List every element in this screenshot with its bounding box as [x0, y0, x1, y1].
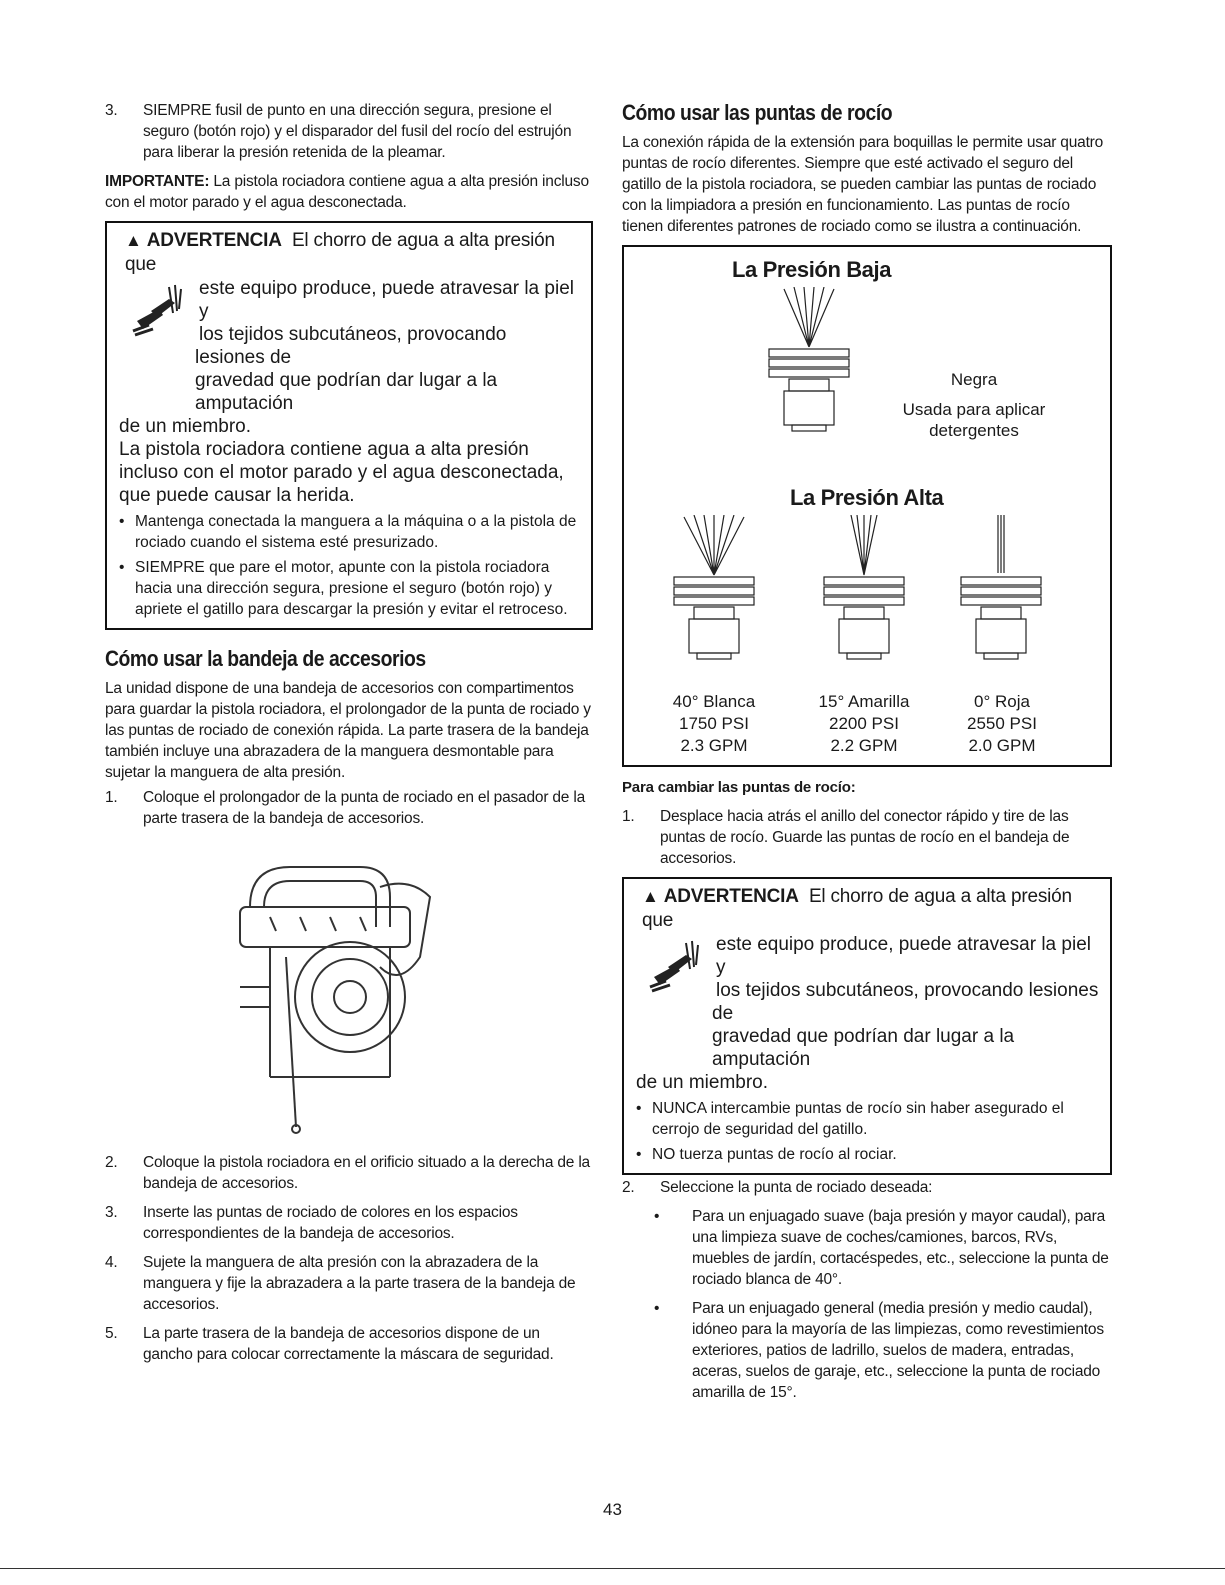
warning-label: ADVERTENCIA	[663, 886, 799, 907]
warning-bullet: • NO tuerza puntas de rocío al rociar.	[636, 1146, 897, 1163]
warning-paragraph: La pistola rociadora contiene agua a alta presión incluso con el motor parado y el agua desconectada, que puede causar la herida.	[119, 439, 564, 506]
low-tip-use: detergentes	[929, 421, 1019, 440]
warning-line: los tejidos subcutáneos, provocando lesiones de	[712, 980, 1099, 1024]
warning-box-2	[622, 877, 1112, 1175]
tip-0-psi: 2550 PSI	[967, 714, 1037, 733]
step-number: 3.	[105, 102, 118, 119]
change-tips-heading: Para cambiar las puntas de rocío:	[622, 779, 856, 796]
step-text: Seleccione la punta de rociado deseada:	[660, 1179, 933, 1196]
step-number: 2.	[105, 1154, 118, 1171]
section-heading-accessory-tray: Cómo usar la bandeja de accesorios	[105, 646, 426, 671]
step-number: 4.	[105, 1254, 118, 1271]
spray-tips-diagram	[622, 245, 1112, 767]
tip-selection-list	[654, 1206, 1112, 1403]
warning-bullet-text: NUNCA intercambie puntas de rocío sin haber asegurado el cerrojo de seguridad del gatillo.	[652, 1100, 1064, 1138]
step-4	[105, 1252, 593, 1315]
warning-lead: El chorro de agua a alta presión que	[642, 886, 1072, 931]
warning-header	[642, 885, 1100, 933]
warning-triangle-icon: ▲	[642, 887, 659, 906]
spray-tips-intro: La conexión rápida de la extensión para boquillas le permite usar quatro puntas de rocío diferentes. Siempre que esté activado el seguro del gatillo de la pistola rociadora, se pueden cambiar las puntas de rociado con la limpiadora a presión en funcionamiento. Las puntas de rocío tienen diferentes patrones de rociado como se ilustra a continuación.	[622, 134, 1104, 235]
warning-line: este equipo produce, puede atravesar la piel y	[716, 934, 1091, 978]
tip-0-icon	[946, 515, 1056, 695]
step-text: Desplace hacia atrás el anillo del conector rápido y tire de las puntas de rocío. Guarde las puntas de rocío en el bandeja de accesorios.	[660, 808, 1070, 867]
step-number: 2.	[622, 1179, 635, 1196]
left-column	[105, 100, 593, 1373]
step-1	[105, 787, 593, 829]
step-text: SIEMPRE fusil de punto en una dirección segura, presione el seguro (botón rojo) y el disparador del fusil del rocío del estrujón para liberar la presión retenida de la pleamar.	[143, 102, 572, 161]
warning-line: gravedad que podrían dar lugar a la amputación	[195, 370, 498, 414]
warning-bullet-text: SIEMPRE que pare el motor, apunte con la pistola rociadora hacia una dirección segura, presione el seguro (botón rojo) y apriete el gatillo para descargar la presión y evitar el retroceso.	[135, 559, 568, 618]
hand-injection-icon	[646, 937, 710, 997]
tip-15-name: 15° Amarilla	[818, 692, 910, 711]
step-3	[105, 100, 593, 163]
step-text: Coloque el prolongador de la punta de rociado en el pasador de la parte trasera de la bandeja de accesorios.	[143, 789, 586, 827]
bottom-rule	[0, 1568, 1225, 1569]
tip-0-gpm: 2.0 GPM	[968, 736, 1036, 755]
low-tip-name: Negra	[950, 370, 998, 389]
step-number: 1.	[622, 808, 635, 825]
low-tip-use: Usada para aplicar	[902, 400, 1046, 419]
warning-line: gravedad que podrían dar lugar a la amputación	[712, 1026, 1015, 1070]
list-item: • Para un enjuagado general (media presión y medio caudal), idóneo para la mayoría de las limpiezas, como revestimientos exteriores, patios de ladrillo, suelos de madera, entradas, aceras, suelos de garaje, etc., seleccione la punta de rociado amarilla de 15°.	[654, 1298, 1112, 1403]
tip-15-gpm: 2.2 GPM	[830, 736, 898, 755]
tip-40-icon	[659, 515, 769, 695]
warning-box-1	[105, 221, 593, 630]
tip-40-name: 40° Blanca	[672, 692, 756, 711]
section-heading-spray-tips: Cómo usar las puntas de rocío	[622, 100, 893, 125]
step-2	[105, 1152, 593, 1194]
change-step-2	[622, 1177, 1112, 1198]
warning-bullet: • NUNCA intercambie puntas de rocío sin haber asegurado el cerrojo de seguridad del gatillo.	[636, 1098, 1100, 1140]
tip-0-name: 0° Roja	[974, 692, 1030, 711]
low-pressure-title: La Presión Baja	[732, 257, 892, 282]
warning-header	[125, 229, 581, 277]
warning-lead: El chorro de agua a alta presión que	[125, 230, 555, 275]
list-item-text: Para un enjuagado suave (baja presión y mayor caudal), para una limpieza suave de coches/camiones, barcos, RVs, muebles de jardín, cortacéspedes, etc., seleccione la punta de rociado blanca de 40°.	[692, 1208, 1109, 1288]
change-step-1	[622, 806, 1112, 869]
accessory-tray-illustration	[230, 847, 450, 1137]
step-text: Coloque la pistola rociadora en el orificio situado a la derecha de la bandeja de accesorios.	[143, 1154, 590, 1192]
page-number: 43	[603, 1500, 622, 1519]
warning-line: este equipo produce, puede atravesar la piel y	[199, 278, 574, 322]
warning-bullet: • SIEMPRE que pare el motor, apunte con la pistola rociadora hacia una dirección segura, presione el seguro (botón rojo) y apriete el gatillo para descargar la presión y evitar el retroceso.	[119, 557, 581, 620]
important-label: IMPORTANTE:	[105, 173, 210, 190]
tip-15-icon	[809, 515, 919, 695]
step-3b	[105, 1202, 593, 1244]
step-text: Sujete la manguera de alta presión con la abrazadera de la manguera y fije la abrazadera a la parte trasera de la bandeja de accesorios.	[143, 1254, 576, 1313]
tray-intro: La unidad dispone de una bandeja de accesorios con compartimentos para guardar la pistola rociadora, el prolongador de la punta de rociado y las puntas de rociado de conexión rápida. La parte trasera de la bandeja también incluye una abrazadera de la manguera desmontable para sujetar la manguera de alta presión.	[105, 680, 591, 781]
list-item: • Para un enjuagado suave (baja presión y mayor caudal), para una limpieza suave de coches/camiones, barcos, RVs, muebles de jardín, cortacéspedes, etc., seleccione la punta de rociado blanca de 40°.	[654, 1206, 1112, 1290]
step-number: 1.	[105, 789, 118, 806]
tip-40-gpm: 2.3 GPM	[680, 736, 748, 755]
list-item-text: Para un enjuagado general (media presión y medio caudal), idóneo para la mayoría de las limpiezas, como revestimientos exteriores, patios de ladrillo, suelos de madera, entradas, aceras, suelos de garaje, etc., seleccione la punta de rociado amarilla de 15°.	[692, 1300, 1104, 1401]
tip-15-psi: 2200 PSI	[829, 714, 899, 733]
right-column	[622, 100, 1112, 1411]
warning-line: de un miembro.	[119, 416, 252, 437]
warning-bullet-text: NO tuerza puntas de rocío al rociar.	[652, 1146, 897, 1163]
step-number: 3.	[105, 1204, 118, 1221]
hand-injection-icon	[129, 281, 193, 341]
step-text: La parte trasera de la bandeja de accesorios dispone de un gancho para colocar correctamente la máscara de seguridad.	[143, 1325, 554, 1363]
warning-line: de un miembro.	[636, 1072, 769, 1093]
step-number: 5.	[105, 1325, 118, 1342]
warning-line: los tejidos subcutáneos, provocando lesiones de	[195, 324, 507, 368]
important-note	[105, 171, 593, 213]
important-text: La pistola rociadora contiene agua a alta presión incluso con el motor parado y el agua desconectada.	[105, 173, 589, 211]
step-5	[105, 1323, 593, 1365]
warning-triangle-icon: ▲	[125, 231, 142, 250]
warning-bullet-text: Mantenga conectada la manguera a la máquina o a la pistola de rociado cuando el sistema esté presurizado.	[135, 513, 577, 551]
warning-bullet: • Mantenga conectada la manguera a la máquina o a la pistola de rociado cuando el sistema esté presurizado.	[119, 511, 581, 553]
warning-label: ADVERTENCIA	[146, 230, 282, 251]
tip-40-psi: 1750 PSI	[679, 714, 749, 733]
step-text: Inserte las puntas de rociado de colores en los espacios correspondientes de la bandeja de accesorios.	[143, 1204, 518, 1242]
high-pressure-title: La Presión Alta	[790, 485, 944, 510]
